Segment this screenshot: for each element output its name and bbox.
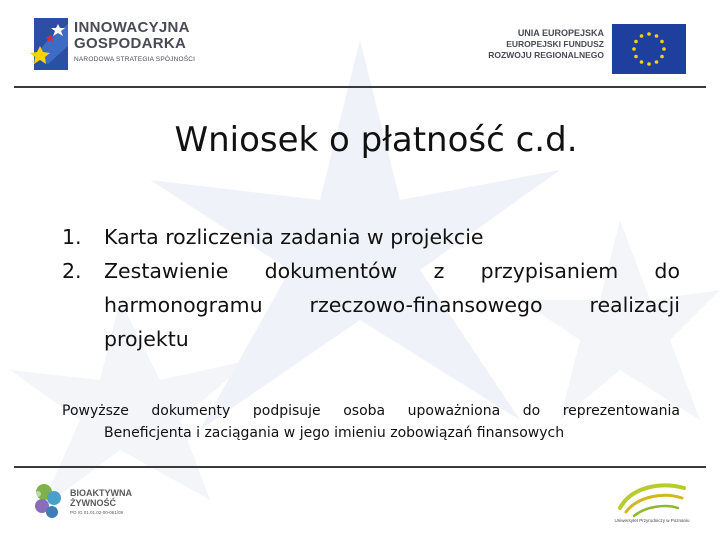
logo-line: INNOWACYJNA	[74, 19, 190, 36]
logo-line: ŻYWNOŚĆ	[70, 498, 116, 508]
eu-line: UNIA EUROPEJSKA	[517, 28, 604, 38]
slide-title: Wniosek o płatność c.d.	[174, 120, 578, 160]
list-item-text: Zestawienie dokumentów z przypisaniem do harmonogramu rzeczowo-finansowego realizacji projektu	[104, 259, 680, 351]
signature-note	[62, 400, 680, 444]
note-line: Powyższe dokumenty podpisuje osoba upoważniona do reprezentowania	[62, 403, 680, 419]
list-item-number: 2.	[62, 259, 82, 283]
innowacyjna-gospodarka-logo	[74, 20, 195, 63]
bioaktywna-zywnosc-logo	[70, 488, 132, 515]
list-item-number: 1.	[62, 225, 82, 249]
bioaktywna-zywnosc-logo-icon	[30, 478, 68, 522]
document-list	[62, 220, 680, 356]
list-item	[62, 254, 680, 356]
eu-line: EUROPEJSKI FUNDUSZ	[506, 39, 604, 49]
note-line: Beneficjenta i zaciągania w jego imieniu zobowiązań finansowych	[104, 425, 565, 441]
eu-line: ROZWOJU REGIONALNEGO	[488, 49, 604, 60]
list-item	[62, 220, 680, 254]
project-code: PO IG 01.01.02-00-061/09	[70, 510, 124, 515]
footer-divider	[14, 466, 706, 468]
list-item-text: Karta rozliczenia zadania w projekcie	[104, 225, 484, 249]
header-divider	[14, 86, 706, 88]
university-caption: Uniwersytet Przyrodniczy w Poznaniu	[614, 518, 690, 523]
eu-logo-text	[488, 28, 604, 60]
logo-line: GOSPODARKA	[74, 35, 187, 52]
university-logo-icon	[612, 478, 690, 520]
innowacyjna-gospodarka-logo-icon	[28, 16, 72, 72]
logo-line: BIOAKTYWNA	[70, 488, 132, 498]
eu-flag-icon	[612, 24, 686, 74]
logo-subtitle: NARODOWA STRATEGIA SPÓJNOŚCI	[74, 56, 196, 63]
slide-header	[0, 0, 720, 92]
